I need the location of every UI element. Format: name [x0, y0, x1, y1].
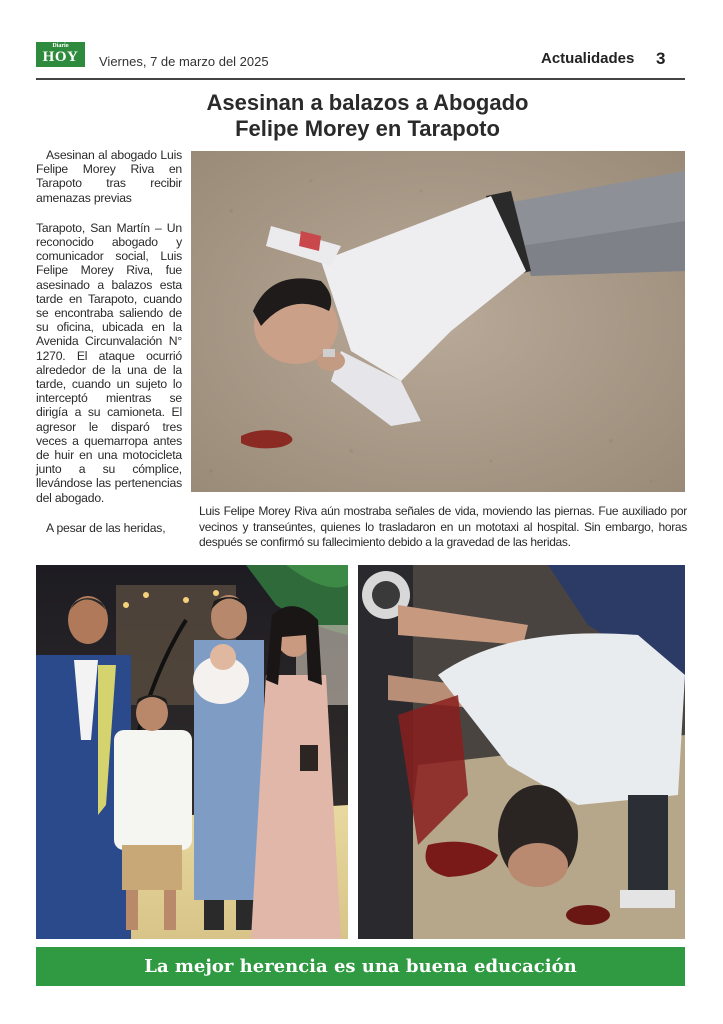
article-paragraph: Tarapoto, San Martín – Un reconocido abogado y comunicador social, Luis Felipe Morey Riva, fue asesinado a balazos esta tarde en Tarapoto, cuando se encontraba saliendo de su oficina, ubicada en la Avenida Circunvalación N° 1270. El ataque ocurrió alrededor de la una de la tarde, cuando un sujeto lo interceptó mientras se dirigía a su camioneta. El agresor le disparó tres veces a quemarropa antes de huir en una motocicleta junto a su cómplice, llevándose las pertenencias del abogado. [36, 220, 182, 505]
assist-photo-illustration [358, 565, 685, 939]
assist-photo [358, 565, 685, 939]
header-rule [36, 78, 685, 80]
main-photo [191, 151, 685, 492]
photo-caption: Luis Felipe Morey Riva aún mostraba señales de vida, moviendo las piernas. Fue auxiliado por vecinos y transeúntes, quienes lo trasladaron en un mototaxi al hospital. Sin embargo, horas después se confirmó su fallecimiento debido a la gravedad de las heridas. [199, 504, 687, 549]
headline-line-1: Asesinan a balazos a Abogado [206, 90, 529, 115]
family-photo [36, 565, 348, 939]
logo-big-text: HOY [42, 49, 79, 65]
section-name: Actualidades [541, 50, 635, 67]
headline [120, 90, 615, 142]
footer-slogan-banner: La mejor herencia es una buena educación [36, 947, 685, 986]
newspaper-logo [36, 42, 85, 67]
article-body [36, 148, 182, 551]
article-lead: Asesinan al abogado Luis Felipe Morey Riva en Tarapoto tras recibir amenazas previas [36, 148, 182, 205]
main-photo-illustration [191, 151, 685, 492]
headline-line-2: Felipe Morey en Tarapoto [235, 116, 500, 141]
issue-date: Viernes, 7 de marzo del 2025 [99, 54, 269, 69]
page-number: 3 [656, 49, 666, 68]
article-paragraph-continued: A pesar de las heridas, [46, 520, 166, 535]
logo-small-text: Diario [52, 43, 69, 49]
family-photo-illustration [36, 565, 348, 939]
